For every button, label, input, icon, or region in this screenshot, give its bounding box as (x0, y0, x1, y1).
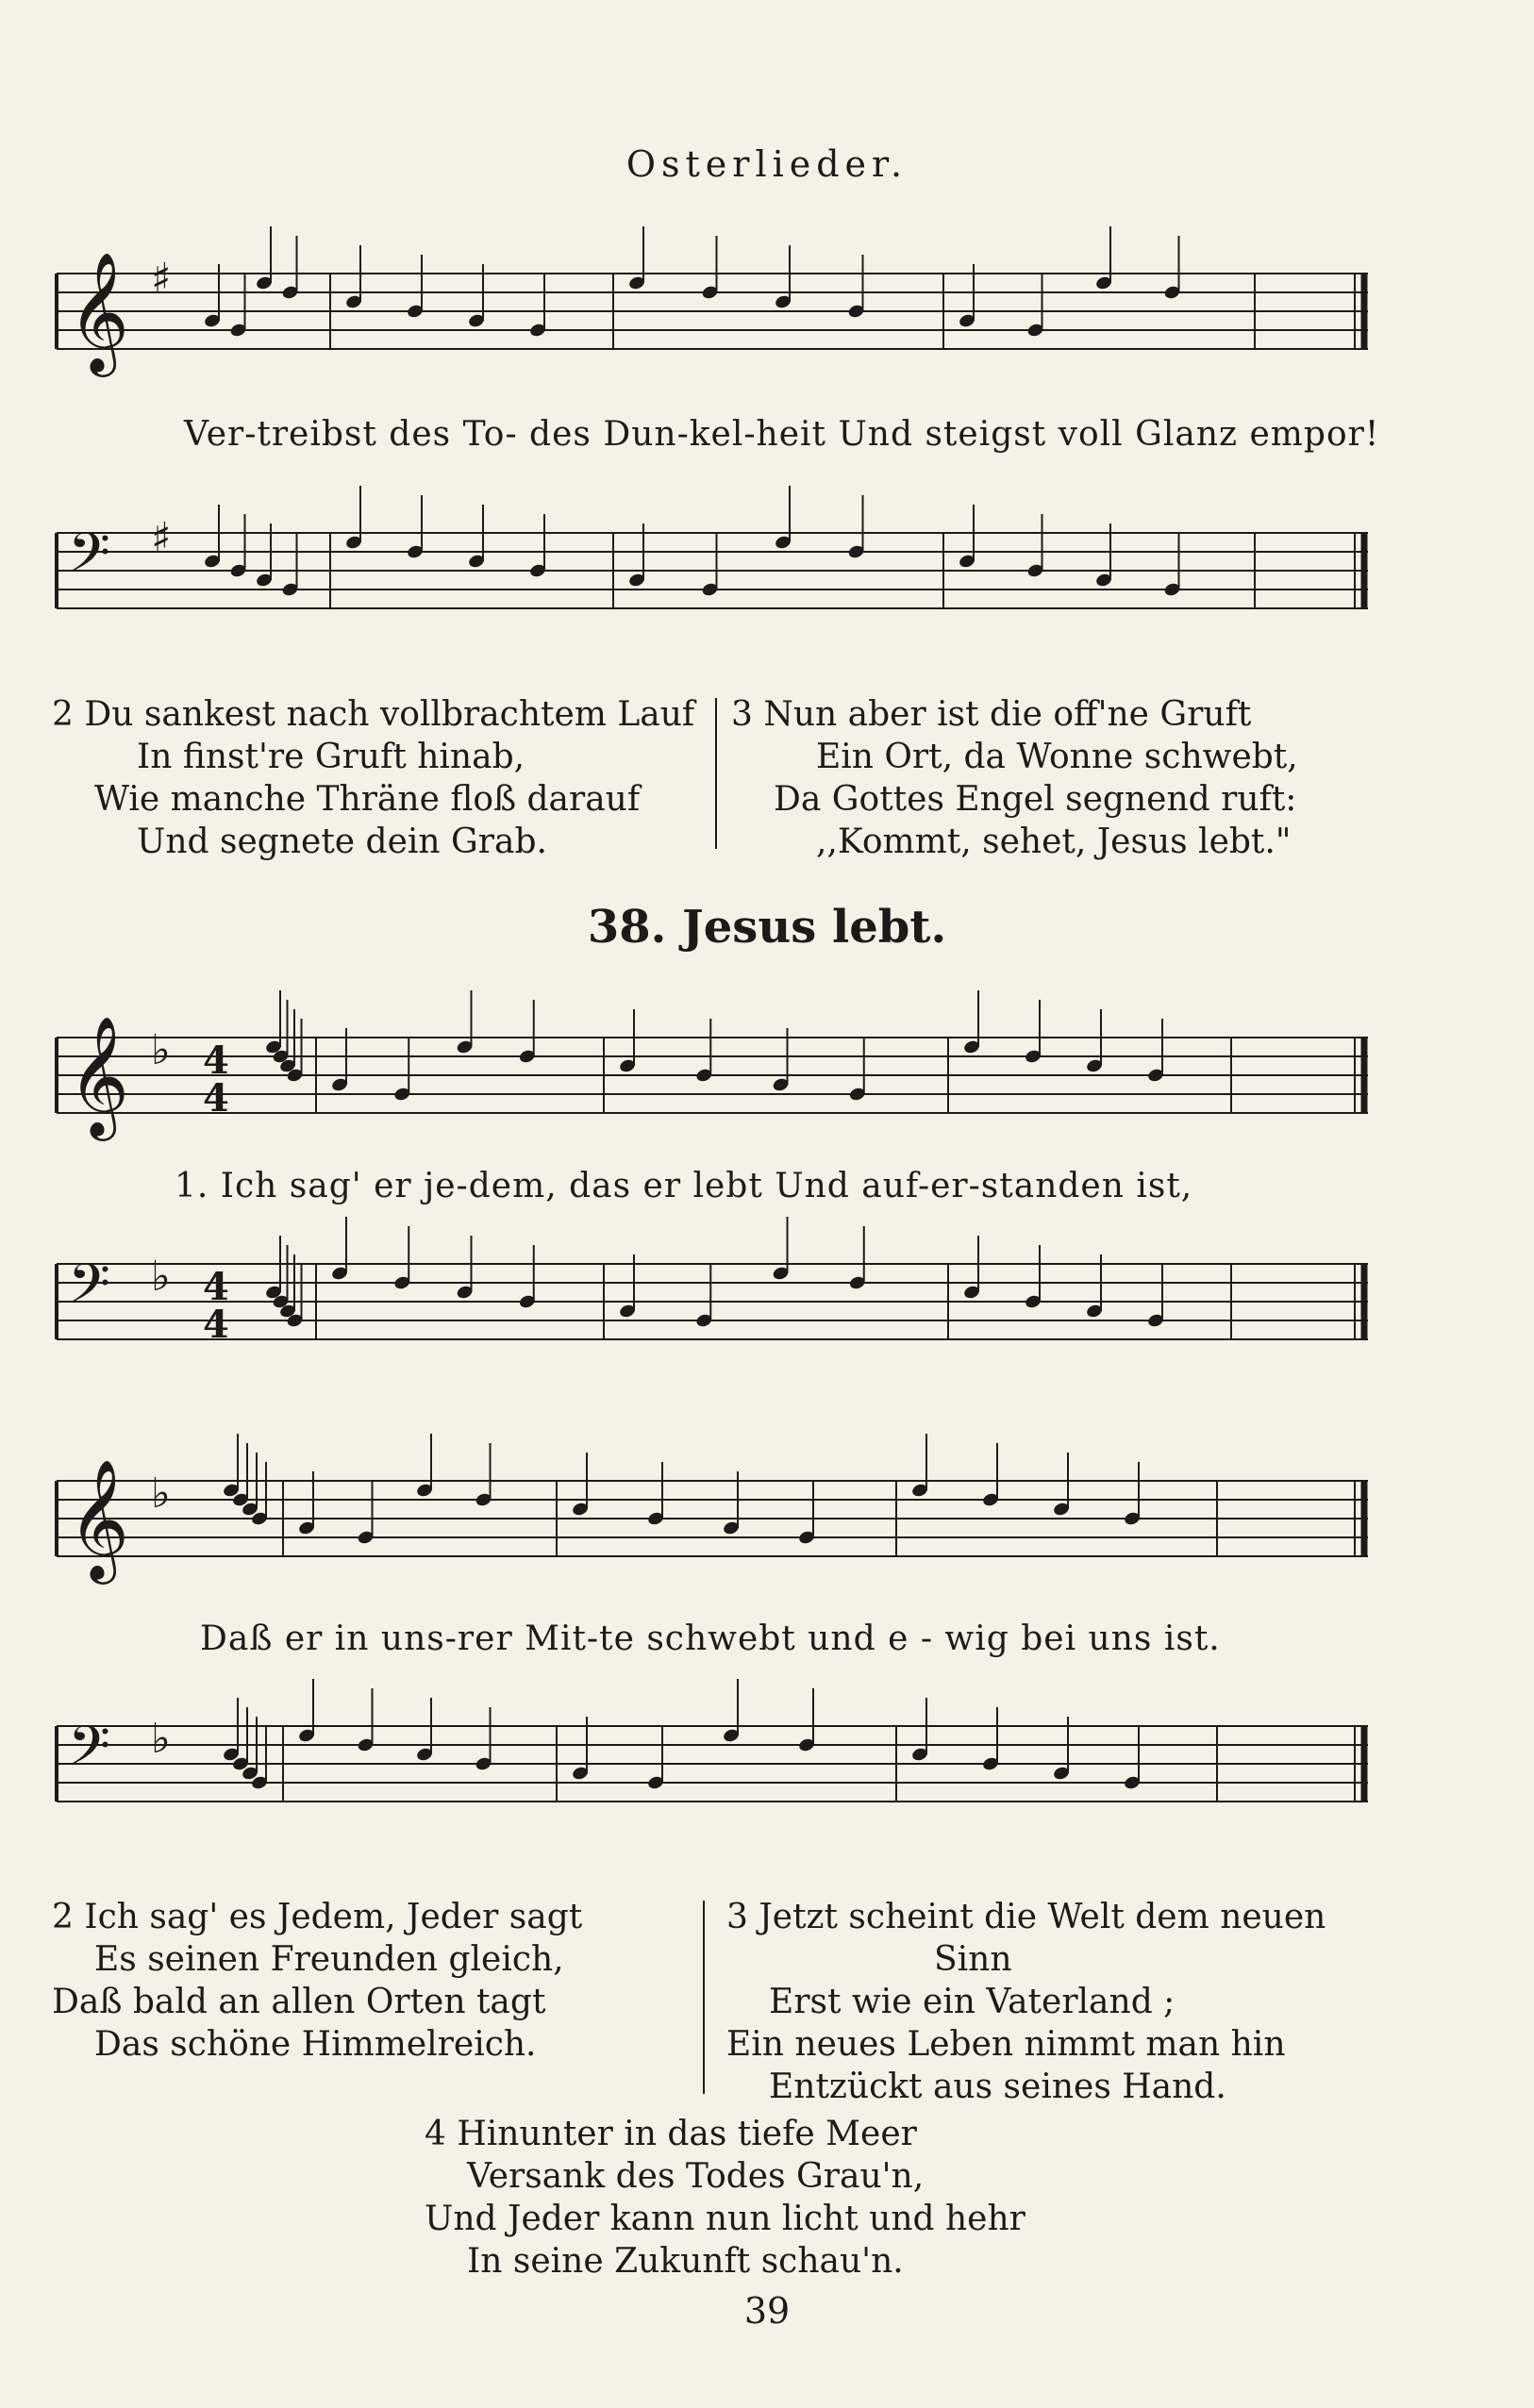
music-system-treble-1 (47, 217, 1387, 406)
verse-line: Das schöne Himmelreich. (94, 2025, 537, 2064)
bass-clef: 𝄢 (68, 521, 111, 598)
verse-3-song37 (731, 693, 1298, 863)
verse-line: Entzückt aus seines Hand. (769, 2068, 1226, 2106)
treble-clef: 𝄞 (68, 1458, 130, 1579)
lyric-line-song38-2: Daß er in uns-rer Mit-te schwebt und e - wig bei uns ist. (200, 1619, 1221, 1658)
verse-line: Da Gottes Engel segnend ruft: (774, 780, 1297, 819)
music-system-bass-2 (47, 1217, 1387, 1415)
time-signature: 4 (203, 1303, 229, 1347)
verse-line: In finst're Gruft hinab, (137, 738, 525, 776)
verse-4-song38 (425, 2113, 1025, 2283)
music-system-treble-3 (47, 1424, 1387, 1613)
verse-line: Es seinen Freunden gleich, (94, 1940, 564, 1979)
verse-2-song37 (52, 693, 694, 863)
flat-sign: ♭ (151, 1715, 171, 1763)
verse-line: Sinn (934, 1940, 1012, 1979)
treble-clef: 𝄞 (68, 1015, 130, 1136)
verse-2-song38 (52, 1896, 582, 2066)
time-signature: 4 (203, 1038, 229, 1083)
verse-line: Erst wie ein Vaterland ; (769, 1983, 1176, 2021)
flat-sign: ♭ (151, 1026, 171, 1074)
sharp-sign: ♯ (151, 514, 172, 562)
staff-bass-2 (47, 1217, 1387, 1415)
staff-treble-3 (47, 1424, 1387, 1613)
verse-3-song38 (726, 1896, 1326, 2108)
verse-line: Ein neues Leben nimmt man hin (726, 2025, 1286, 2064)
running-head: Osterlieder. (625, 143, 909, 185)
treble-clef: 𝄞 (68, 251, 130, 372)
staff-treble-2 (47, 981, 1387, 1170)
music-system-treble-2 (47, 981, 1387, 1170)
verse-divider (715, 698, 717, 849)
page-number: 39 (743, 2290, 791, 2332)
music-system-bass-3 (47, 1669, 1387, 1886)
staff-bass-3 (47, 1669, 1387, 1886)
bass-clef: 𝄢 (68, 1714, 111, 1791)
staff-bass-1 (47, 476, 1387, 684)
verse-line: Und segnete dein Grab. (137, 822, 547, 861)
staff-treble-1 (47, 217, 1387, 406)
verse-line: Daß bald an allen Orten tagt (52, 1983, 546, 2021)
flat-sign: ♭ (151, 1253, 171, 1301)
verse-line: ,,Kommt, sehet, Jesus lebt." (816, 822, 1292, 861)
verse-line: 2 Du sankest nach vollbrachtem Lauf (52, 695, 695, 734)
verse-line: 3 Nun aber ist die off'ne Gruft (731, 695, 1252, 734)
verse-line: In seine Zukunft schau'n. (467, 2242, 904, 2281)
song-title: 38. Jesus lebt. (587, 901, 947, 954)
lyric-line-song37: Ver-treibst des To- des Dun-kel-heit Und steigst voll Glanz empor! (184, 415, 1380, 454)
sharp-sign: ♯ (151, 255, 172, 303)
verse-line: 2 Ich sag' es Jedem, Jeder sagt (52, 1898, 583, 1936)
flat-sign: ♭ (151, 1470, 171, 1518)
lyric-line-song38-1: 1. Ich sag' er je-dem, das er lebt Und auf-er-standen ist, (175, 1167, 1193, 1205)
bass-clef: 𝄢 (68, 1252, 111, 1329)
time-signature: 4 (203, 1076, 229, 1121)
verse-line: Wie manche Thräne floß darauf (94, 780, 641, 819)
time-signature: 4 (203, 1265, 229, 1309)
verse-line: Und Jeder kann nun licht und hehr (425, 2200, 1025, 2238)
verse-line: 4 Hinunter in das tiefe Meer (425, 2115, 917, 2153)
verse-divider (703, 1901, 705, 2094)
verse-line: 3 Jetzt scheint die Welt dem neuen (726, 1898, 1326, 1936)
verse-line: Versank des Todes Grau'n, (467, 2157, 925, 2196)
verse-line: Ein Ort, da Wonne schwebt, (816, 738, 1298, 776)
music-system-bass-1 (47, 476, 1387, 684)
